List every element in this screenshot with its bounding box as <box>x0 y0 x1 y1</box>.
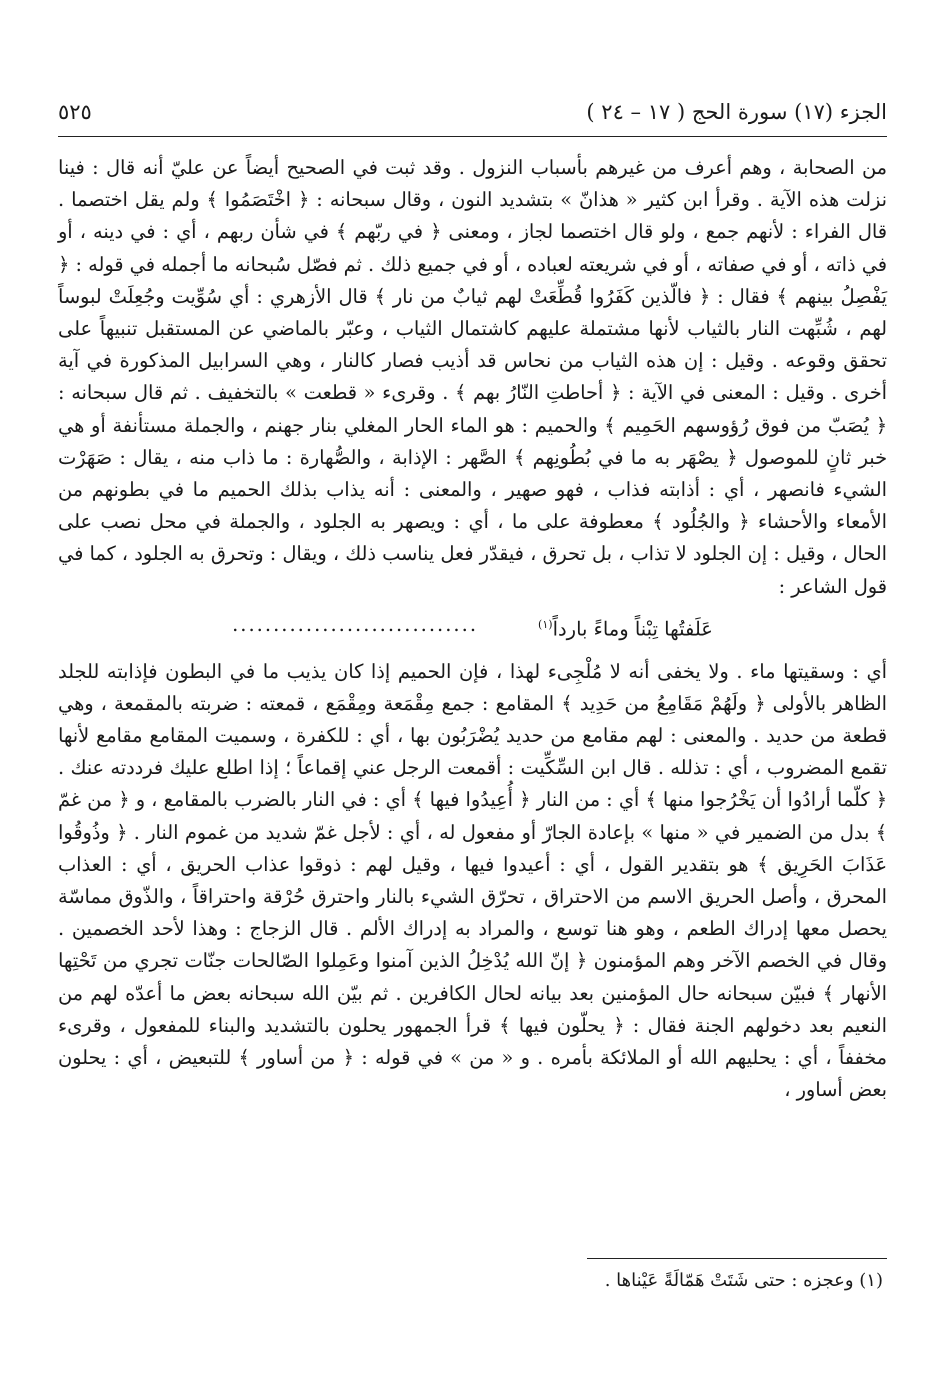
verse-dots: .............................. <box>232 612 479 636</box>
page-number: ٥٢٥ <box>58 100 92 124</box>
running-head: الجزء (١٧) سورة الحج ( ١٧ – ٢٤ ) <box>586 100 887 124</box>
paragraph-2: أي : وسقيتها ماء . ولا يخفى أنه لا مُلْجِىء لهذا ، فإن الحميم إذا كان يذيب ما في البطون فإذابته للجلد الظاهر بالأولى ﴿ ولَهُمْ مَقَامِعُ من حَدِيد ﴾ المقامع : جمع مِقْمَعة ومِقْمَع ، قمعته : ضربته بالمقمعة ، وهي قطعة من حديد . والمعنى : لهم مقامع من حديد يُضْرَبُون بها ، أي : للكفرة ، وسميت المقامع مقامع لأنها تقمع المضروب ، أي : تذلله . قال ابن السِّكِّيت : أقمعت الرجل عني إقماعاً ؛ إذا اطلع عليك فرددته عنك . ﴿ كلّما أرادُوا أن يَخْرُجوا منها ﴾ أي : من النار ﴿ أُعِيدُوا فيها ﴾ أي : في النار بالضرب بالمقامع ، و ﴿ من غمّ ﴾ بدل من الضمير في « منها » بإعادة الجارّ أو مفعول له ، أي : لأجل غمّ شديد من غموم النار . ﴿ وذُوقُوا عَذَابَ الحَرِيق ﴾ هو بتقدير القول ، أي : أعيدوا فيها ، وقيل لهم : ذوقوا عذاب الحريق ، أي : العذاب المحرق ، وأصل الحريق الاسم من الاحتراق ، تحرّق الشيء بالنار واحترق حُرْقة واحتراقاً ، والذّوق مماسّة يحصل معها إدراك الطعم ، وهو هنا توسع ، والمراد به إدراك الألم . قال الزجاج : وهذا لأحد الخصمين . وقال في الخصم الآخر وهم المؤمنون ﴿ إنّ الله يُدْخِلُ الذين آمنوا وعَمِلوا الصّالحات جنّات تجري من تَحْتِها الأنهار ﴾ فبيّن سبحانه حال المؤمنين بعد بيانه لحال الكافرين . ثم بيّن الله سبحانه بعض ما أعدّه لهم من النعيم بعد دخولهم الجنة فقال : ﴿ يحلّون فيها ﴾ قرأ الجمهور يحلون بالتشديد والبناء للمفعول ، وقرىء مخففاً ، أي : يحليهم الله أو الملائكة بأمره . و « من » في قوله : ﴿ من أساور ﴾ للتبعيض ، أي : يحلون بعض أساور ، <box>58 659 887 1102</box>
footnote-marker: (١) <box>538 617 553 631</box>
body-text <box>58 152 887 1106</box>
page-header <box>58 96 887 137</box>
paragraph-1: من الصحابة ، وهم أعرف من غيرهم بأسباب النزول . وقد ثبت في الصحيح أيضاً عن عليّ أنه قال : فينا نزلت هذه الآية . وقرأ ابن كثير « هذانّ » بتشديد النون ، وقال سبحانه : ﴿ اخْتَصَمُوا ﴾ ولم يقل اختصما . قال الفراء : لأنهم جمع ، ولو قال اختصما لجاز ، ومعنى ﴿ في ربّهم ﴾ في شأن ربهم ، أي : في دينه ، أو في ذاته ، أو في صفاته ، أو في شريعته لعباده ، أو في جميع ذلك . ثم فصّل سُبحانه ما أجمله في قوله : ﴿ يَفْصِلُ بينهم ﴾ فقال : ﴿ فالّذين كَفَرُوا قُطِّعَتْ لهم ثيابٌ من نار ﴾ قال الأزهري : أي سُوِّيت وجُعِلَتْ لبوساً لهم ، شُبِّهت النار بالثياب لأنها مشتملة عليهم كاشتمال الثياب ، وعبّر بالماضي عن المستقبل تنبيهاً على تحقق وقوعه . وقيل : إن هذه الثياب من نحاس قد أذيب فصار كالنار ، وهي السرابيل المذكورة في آية أخرى . وقيل : المعنى في الآية : ﴿ أحاطتِ النّارُ بهم ﴾ . وقرىء « قطعت » بالتخفيف . ثم قال سبحانه : ﴿ يُصَبّ من فوق رُؤوسهم الحَمِيم ﴾ والحميم : هو الماء الحار المغلي بنار جهنم ، والجملة مستأنفة أو هي خبر ثانٍ للموصول ﴿ يصْهَر به ما في بُطُونِهم ﴾ الصَّهر : الإذابة ، والصُّهارة : ما ذاب منه ، يقال : صَهَرْت الشيء فانصهر ، أي : أذابته فذاب ، فهو صهير ، والمعنى : أنه يذاب بذلك الحميم ما في بطونهم من الأمعاء والأحشاء ﴿ والجُلُود ﴾ معطوفة على ما ، أي : ويصهر به الجلود ، والجملة في محل نصب على الحال ، وقيل : إن الجلود لا تذاب ، بل تحرق ، فيقدّر فعل يناسب ذلك ، ويقال : وتحرق به الجلود ، كما في قول الشاعر : <box>58 156 887 598</box>
footnote-rule <box>587 1258 887 1259</box>
footnote: (١) وعجزه : حتى شَتَتْ هَمّالَةً عَيْناها . <box>604 1270 883 1291</box>
poetry-verse <box>58 609 887 646</box>
verse-hemistich: عَلَفتُها تِبْناً وماءً بارداً$^{(١)}$ <box>538 617 713 641</box>
